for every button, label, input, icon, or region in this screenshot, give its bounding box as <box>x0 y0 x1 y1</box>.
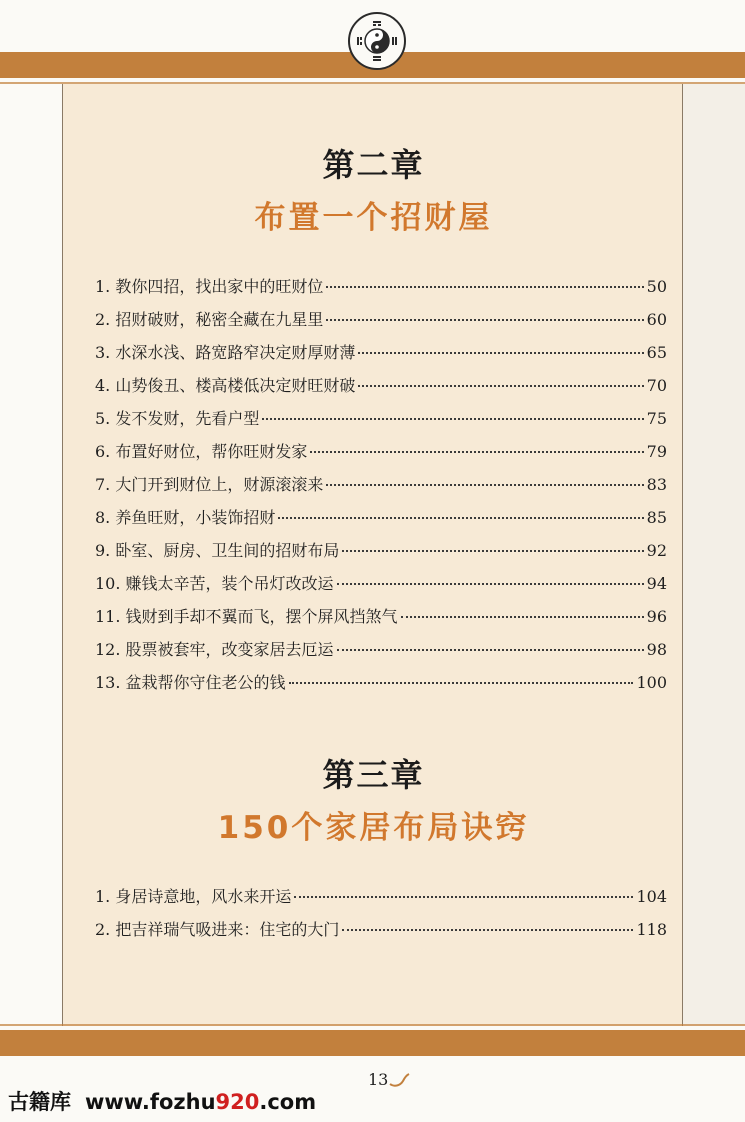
toc-entry-title: 4. 山势俊丑、楼高楼低决定财旺财破 <box>95 376 356 395</box>
bagua-yin-yang-icon <box>348 12 406 70</box>
toc-entry[interactable] <box>95 917 667 947</box>
toc-entry-page: 85 <box>646 508 667 527</box>
watermark-url-suffix: .com <box>259 1090 317 1114</box>
dot-leader <box>289 682 634 684</box>
dot-leader <box>294 896 633 898</box>
toc-entry[interactable] <box>95 472 667 502</box>
toc-entry-page: 118 <box>636 920 667 939</box>
toc-entry[interactable] <box>95 670 667 700</box>
dot-leader <box>326 484 643 486</box>
facing-page-edge <box>683 84 745 1026</box>
chapter-3-number: 第三章 <box>322 756 425 794</box>
toc-entry-page: 96 <box>646 607 667 626</box>
dot-leader <box>342 550 643 552</box>
dot-leader <box>326 319 643 321</box>
toc-entry-title: 12. 股票被套牢，改变家居去厄运 <box>95 640 334 659</box>
dot-leader <box>337 583 644 585</box>
site-watermark <box>8 1086 316 1116</box>
toc-entry[interactable] <box>95 439 667 469</box>
toc-entry-page: 83 <box>646 475 667 494</box>
toc-entry-title: 8. 养鱼旺财，小装饰招财 <box>95 508 276 527</box>
toc-entry-title: 13. 盆栽帮你守住老公的钱 <box>95 673 286 692</box>
toc-entry[interactable] <box>95 307 667 337</box>
dot-leader <box>401 616 644 618</box>
flourish-icon <box>388 1072 410 1088</box>
watermark-brand: 古籍库 <box>8 1090 71 1114</box>
chapter-2-number: 第二章 <box>322 146 425 184</box>
toc-entry-page: 50 <box>646 277 667 296</box>
dot-leader <box>278 517 643 519</box>
toc-entry-title: 2. 招财破财，秘密全藏在九星里 <box>95 310 324 329</box>
toc-entry[interactable] <box>95 340 667 370</box>
toc-entry-page: 75 <box>646 409 667 428</box>
chapter-2-title: 布置一个招财屋 <box>254 200 493 236</box>
toc-entry[interactable] <box>95 406 667 436</box>
dot-leader <box>342 929 633 931</box>
toc-entry-title: 5. 发不发财，先看户型 <box>95 409 260 428</box>
toc-entry-title: 3. 水深水浅、路宽路窄决定财厚财薄 <box>95 343 356 362</box>
toc-entry[interactable] <box>95 373 667 403</box>
dot-leader <box>326 286 643 288</box>
toc-entry-page: 60 <box>646 310 667 329</box>
toc-entry-title: 6. 布置好财位，帮你旺财发家 <box>95 442 308 461</box>
dot-leader <box>358 385 643 387</box>
watermark-url-number: 920 <box>215 1090 260 1114</box>
toc-entry-title: 11. 钱财到手却不翼而飞，摆个屏风挡煞气 <box>95 607 398 626</box>
toc-entry-title: 7. 大门开到财位上，财源滚滚来 <box>95 475 324 494</box>
toc-entry-page: 70 <box>646 376 667 395</box>
footer-rule <box>0 1024 745 1026</box>
dot-leader <box>262 418 643 420</box>
toc-panel <box>62 84 683 1026</box>
toc-entry-title: 10. 赚钱太辛苦，装个吊灯改改运 <box>95 574 334 593</box>
watermark-url-prefix: www.fozhu <box>85 1090 216 1114</box>
footer-band <box>0 1030 745 1056</box>
dot-leader <box>358 352 643 354</box>
toc-entry-page: 79 <box>646 442 667 461</box>
toc-entry-page: 98 <box>646 640 667 659</box>
toc-entry-title: 2. 把吉祥瑞气吸进来：住宅的大门 <box>95 920 340 939</box>
toc-entry[interactable] <box>95 274 667 304</box>
toc-entry[interactable] <box>95 571 667 601</box>
toc-entry-title: 1. 身居诗意地，风水来开运 <box>95 887 292 906</box>
toc-entry[interactable] <box>95 604 667 634</box>
toc-entry-title: 9. 卧室、厨房、卫生间的招财布局 <box>95 541 340 560</box>
toc-entry-page: 94 <box>646 574 667 593</box>
toc-entry[interactable] <box>95 538 667 568</box>
toc-entry-page: 104 <box>636 887 667 906</box>
dot-leader <box>310 451 643 453</box>
toc-entry[interactable] <box>95 505 667 535</box>
toc-entry[interactable] <box>95 884 667 914</box>
toc-entry-page: 92 <box>646 541 667 560</box>
chapter-3-title: 150个家居布局诀窍 <box>217 810 530 846</box>
toc-entry-title: 1. 教你四招，找出家中的旺财位 <box>95 277 324 296</box>
page-number: 13 <box>368 1070 389 1089</box>
toc-entry[interactable] <box>95 637 667 667</box>
toc-entry-page: 65 <box>646 343 667 362</box>
toc-entry-page: 100 <box>636 673 667 692</box>
dot-leader <box>337 649 644 651</box>
